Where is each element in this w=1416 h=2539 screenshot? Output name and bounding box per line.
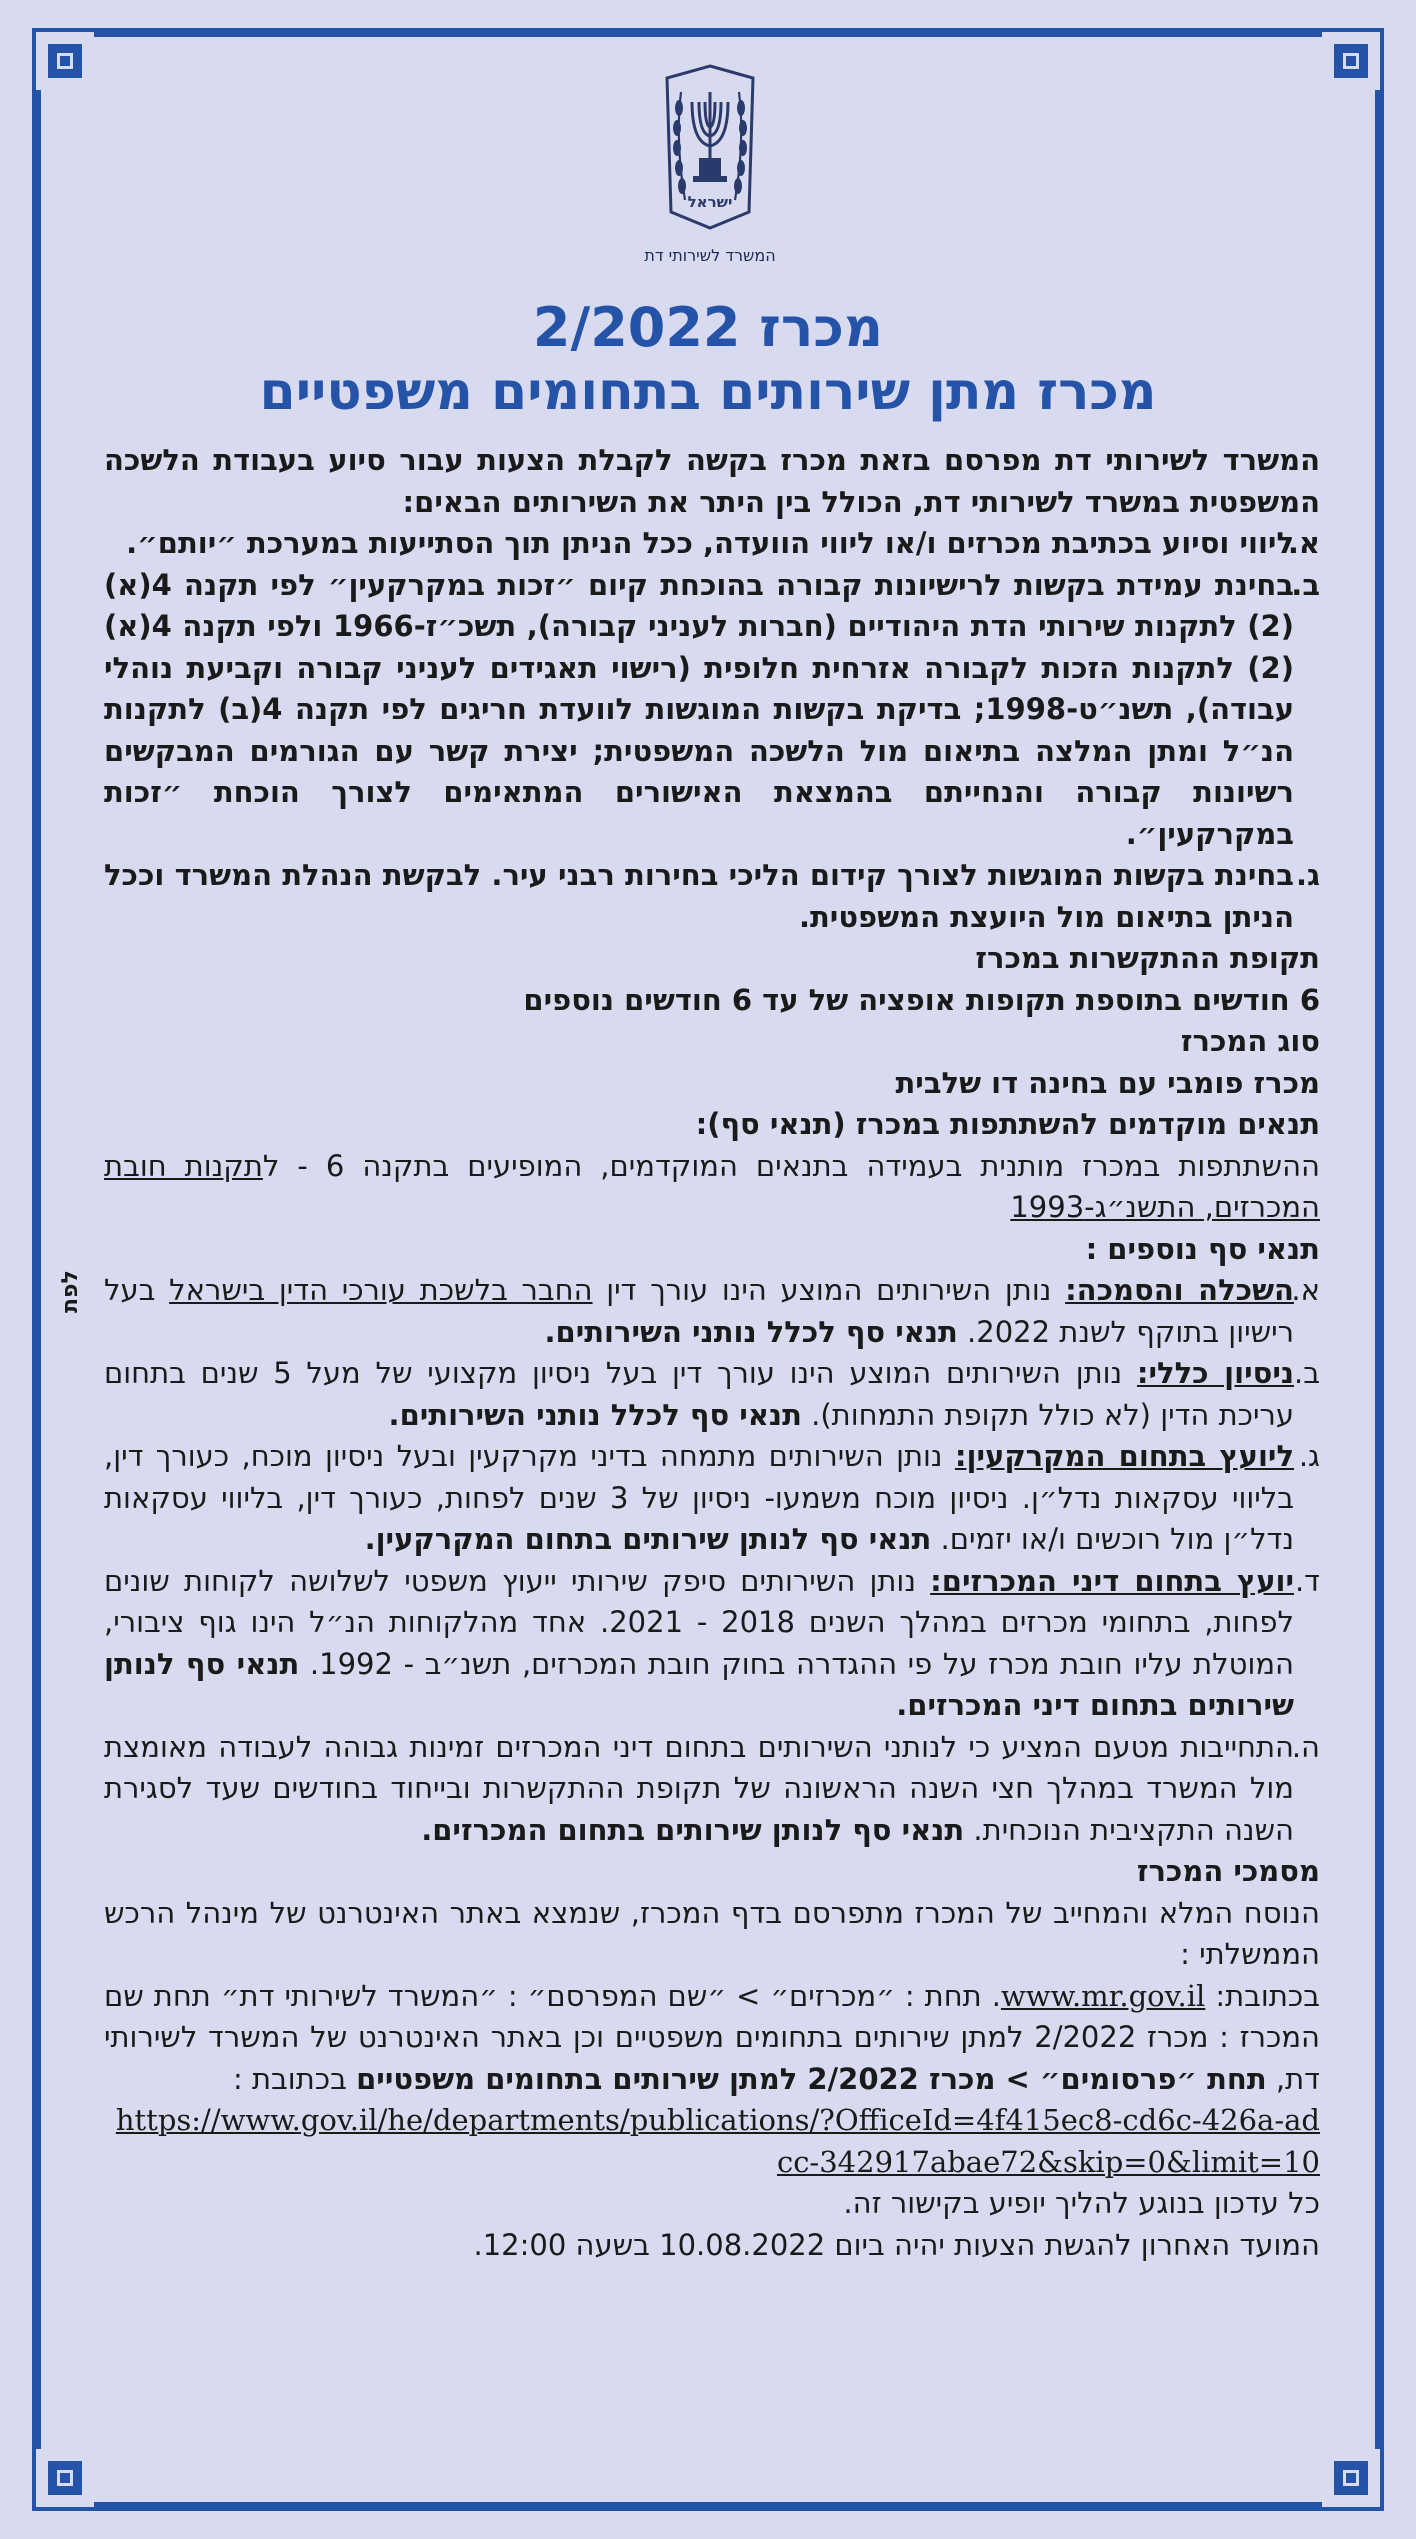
deadline-note: המועד האחרון להגשת הצעות יהיה ביום 10.08.2022 בשעה 12:00.: [473, 2227, 1320, 2262]
extra-conditions-heading: תנאי סף נוספים :: [1085, 1231, 1320, 1266]
condition-body: התחייבות מטעם המציע כי לנותני השירותים בתחום דיני המכרזים זמינות גבוהה לעבודה מאומצת מול המשרד במהלך חצי השנה הראשונה של תקופת ההתקשרות ובייחוד בחודשים שעד לסגירת השנה התקציבית הנוכחית.: [104, 1729, 1294, 1847]
period-text: 6 חודשים בתוספת תקופות אופציה של עד 6 חודשים נוספים: [523, 982, 1320, 1017]
mr-gov-link[interactable]: www.mr.gov.il: [1000, 1978, 1206, 2013]
docs-heading: מסמכי המכרז: [1136, 1854, 1320, 1888]
service-item: [104, 565, 1320, 856]
address-path: תחת ״פרסומים״ > מכרז 2/2022 למתן שירותים בתחומים משפטיים: [356, 2061, 1267, 2096]
corner-ornament-bottom-left: [36, 2449, 94, 2507]
condition-requirement: תנאי סף לכלל נותני השירותים.: [544, 1314, 958, 1349]
condition-label: ד.: [1294, 1563, 1320, 1598]
condition-item: [104, 1727, 1320, 1852]
publication-url-link[interactable]: https://www.gov.il/he/departments/publications/?OfficeId=4f415ec8-cd6c-426a-adcc-342917abae72&skip=0&limit=10: [115, 2103, 1320, 2179]
corner-ornament-bottom-right: [1322, 2449, 1380, 2507]
condition-title: יועץ בתחום דיני המכרזים:: [930, 1563, 1294, 1598]
condition-requirement: תנאי סף לנותן שירותים בתחום המכרזים.: [421, 1812, 965, 1847]
condition-text: [104, 1436, 1294, 1561]
emblem-lettering: ישראל: [687, 193, 733, 211]
condition-label: ג.: [1298, 1439, 1320, 1473]
condition-title: ניסיון כללי:: [1136, 1356, 1294, 1390]
prereq-text-main: ההשתתפות במכרז מותנית בעמידה בתנאים המוקדמים, המופיעים בתקנה 6 - ל: [262, 1148, 1320, 1183]
address-paragraph: [104, 1976, 1320, 2101]
condition-label: ה.: [1291, 1729, 1320, 1764]
publication-url-line: [104, 2100, 1320, 2183]
type-text: מכרז פומבי עם בחינה דו שלבית: [895, 1065, 1320, 1100]
prereq-heading: תנאים מוקדמים להשתתפות במכרז (תנאי סף):: [695, 1107, 1320, 1141]
type-heading: סוג המכרז: [1180, 1024, 1320, 1058]
tender-subtitle: מכרז מתן שירותים בתחומים משפטיים: [259, 362, 1157, 422]
condition-text: [104, 1727, 1294, 1852]
tender-body: [104, 440, 1320, 2450]
condition-body: נותן השירותים המוצע הינו עורך דין בעל ניסיון מקצועי של מעל 5 שנים בתחום עריכת הדין (לא כולל תקופת התמחות).: [104, 1356, 1294, 1432]
condition-body: נותן השירותים המוצע הינו עורך דין: [592, 1273, 1066, 1307]
address-prefix: בכתובת:: [1205, 1978, 1320, 2013]
side-label: לפת: [58, 1270, 83, 1314]
service-text: בחינת בקשות המוגשות לצורך קידום הליכי בחירות רבני עיר. לבקשת הנהלת המשרד וככל הניתן בתיאום מול היועצת המשפטית.: [104, 858, 1294, 934]
condition-body-2: בעל רישיון בתוקף לשנת 2022.: [104, 1273, 1294, 1349]
condition-body: נותן השירותים סיפק שירותי ייעוץ משפטי לשלושה לקוחות שונים לפחות, בתחומי מכרזים במהלך השנים 2018 - 2021. אחד מהלקוחות הנ״ל הינו גוף ציבורי, המוטלת עליו חובת מכרז על פי ההגדרה בחוק חובת המכרזים, תשנ״ב - 1992.: [104, 1563, 1295, 1681]
condition-requirement: תנאי סף לנותן שירותים בתחום המקרקעין.: [364, 1522, 932, 1556]
condition-requirement: תנאי סף לנותן שירותים בתחום דיני המכרזים.: [104, 1646, 1294, 1722]
prereq-text: [104, 1146, 1320, 1229]
service-text: בחינת עמידת בקשות לרישיונות קבורה בהוכחת קיום ״זכות במקרקעין״ לפי תקנה 4(א)(2) לתקנות שירותי הדת היהודיים (חברות לעניני קבורה), תשכ״ז-1966 ולפי תקנה 4(א)(2) לתקנות הזכות לקבורה אזרחית חלופית (רישוי תאגידים לעניני קבורה וקביעת נוהלי עבודה), תשנ״ט-1998; בדיקת בקשות המוגשות לוועדת חריגים לפי תקנה 4(ב) לתקנות הנ״ל ומתן המלצה בתיאום מול הלשכה המשפטית; יצירת קשר עם הגורמים המבקשים רשיונות קבורה והנחייתם בהמצאת האישורים המתאימים לצורך הוכחת ״זכות במקרקעין״.: [104, 567, 1295, 851]
docs-text: הנוסח המלא והמחייב של המכרז מתפרסם בדף המכרז, שנמצא באתר האינטרנט של מינהל הרכש הממשלתי :: [104, 1895, 1320, 1971]
condition-item: [104, 1353, 1320, 1436]
condition-item: [104, 1436, 1320, 1561]
condition-label: א.: [1291, 1273, 1320, 1307]
service-text: ליווי וסיוע בכתיבת מכרזים ו/או ליווי הוועדה, ככל הניתן תוך הסתייעות במערכת ״יותם״.: [126, 526, 1294, 560]
condition-title: ליועץ בתחום המקרקעין:: [954, 1439, 1294, 1473]
condition-item: [104, 1561, 1320, 1727]
intro-paragraph: המשרד לשירותי דת מפרסם בזאת מכרז בקשה לקבלת הצעות עבור סיוע בעבודת הלשכה המשפטית במשרד לשירותי דת, הכולל בין היתר את השירותים הבאים:: [104, 443, 1320, 519]
service-label: ג.: [1296, 858, 1320, 892]
state-emblem-icon: [663, 62, 757, 230]
service-item: [104, 523, 1320, 565]
corner-ornament-top-right: [1322, 32, 1380, 90]
address-suffix: בכתובת :: [232, 2061, 357, 2096]
condition-requirement: תנאי סף לכלל נותני השירותים.: [388, 1397, 802, 1432]
tender-number-title: מכרז 2/2022: [532, 296, 884, 359]
condition-item: [104, 1270, 1320, 1353]
bar-association-link[interactable]: החבר בלשכת עורכי הדין בישראל: [169, 1273, 593, 1307]
condition-body: נותן השירותים מתמחה בדיני מקרקעין ובעל ניסיון מוכח, כעורך דין, בליווי עסקאות נדל״ן. ניסיון מוכח משמעו- ניסיון של 3 שנים לפחות, כעורך דין, בליווי עסקאות נדל״ן מול רוכשים ו/או יזמים.: [104, 1439, 1294, 1556]
regulations-link[interactable]: תקנות חובת המכרזים, התשנ״ג-1993: [104, 1148, 1320, 1224]
condition-text: [104, 1270, 1294, 1353]
condition-text: [104, 1561, 1294, 1727]
service-label: א.: [1287, 526, 1320, 560]
service-item: [104, 855, 1320, 938]
address-text: . תחת : ״מכרזים״ > ״שם המפרסם״ : ״המשרד לשירותי דת״ תחת שם המכרז : מכרז 2/2022 למתן שירותים בתחומים משפטיים וכן באתר האינטרנט של המשרד לשירותי דת,: [104, 1978, 1320, 2096]
condition-title: השכלה והסמכה:: [1065, 1273, 1294, 1307]
corner-ornament-top-left: [36, 32, 94, 90]
ministry-name: המשרד לשירותי דת: [644, 246, 776, 265]
service-label: ב.: [1291, 567, 1320, 602]
period-heading: תקופת ההתקשרות במכרז: [975, 941, 1320, 975]
condition-label: ב.: [1294, 1356, 1320, 1390]
update-note: כל עדכון בנוגע להליך יופיע בקישור זה.: [843, 2186, 1320, 2220]
condition-text: [104, 1353, 1294, 1436]
